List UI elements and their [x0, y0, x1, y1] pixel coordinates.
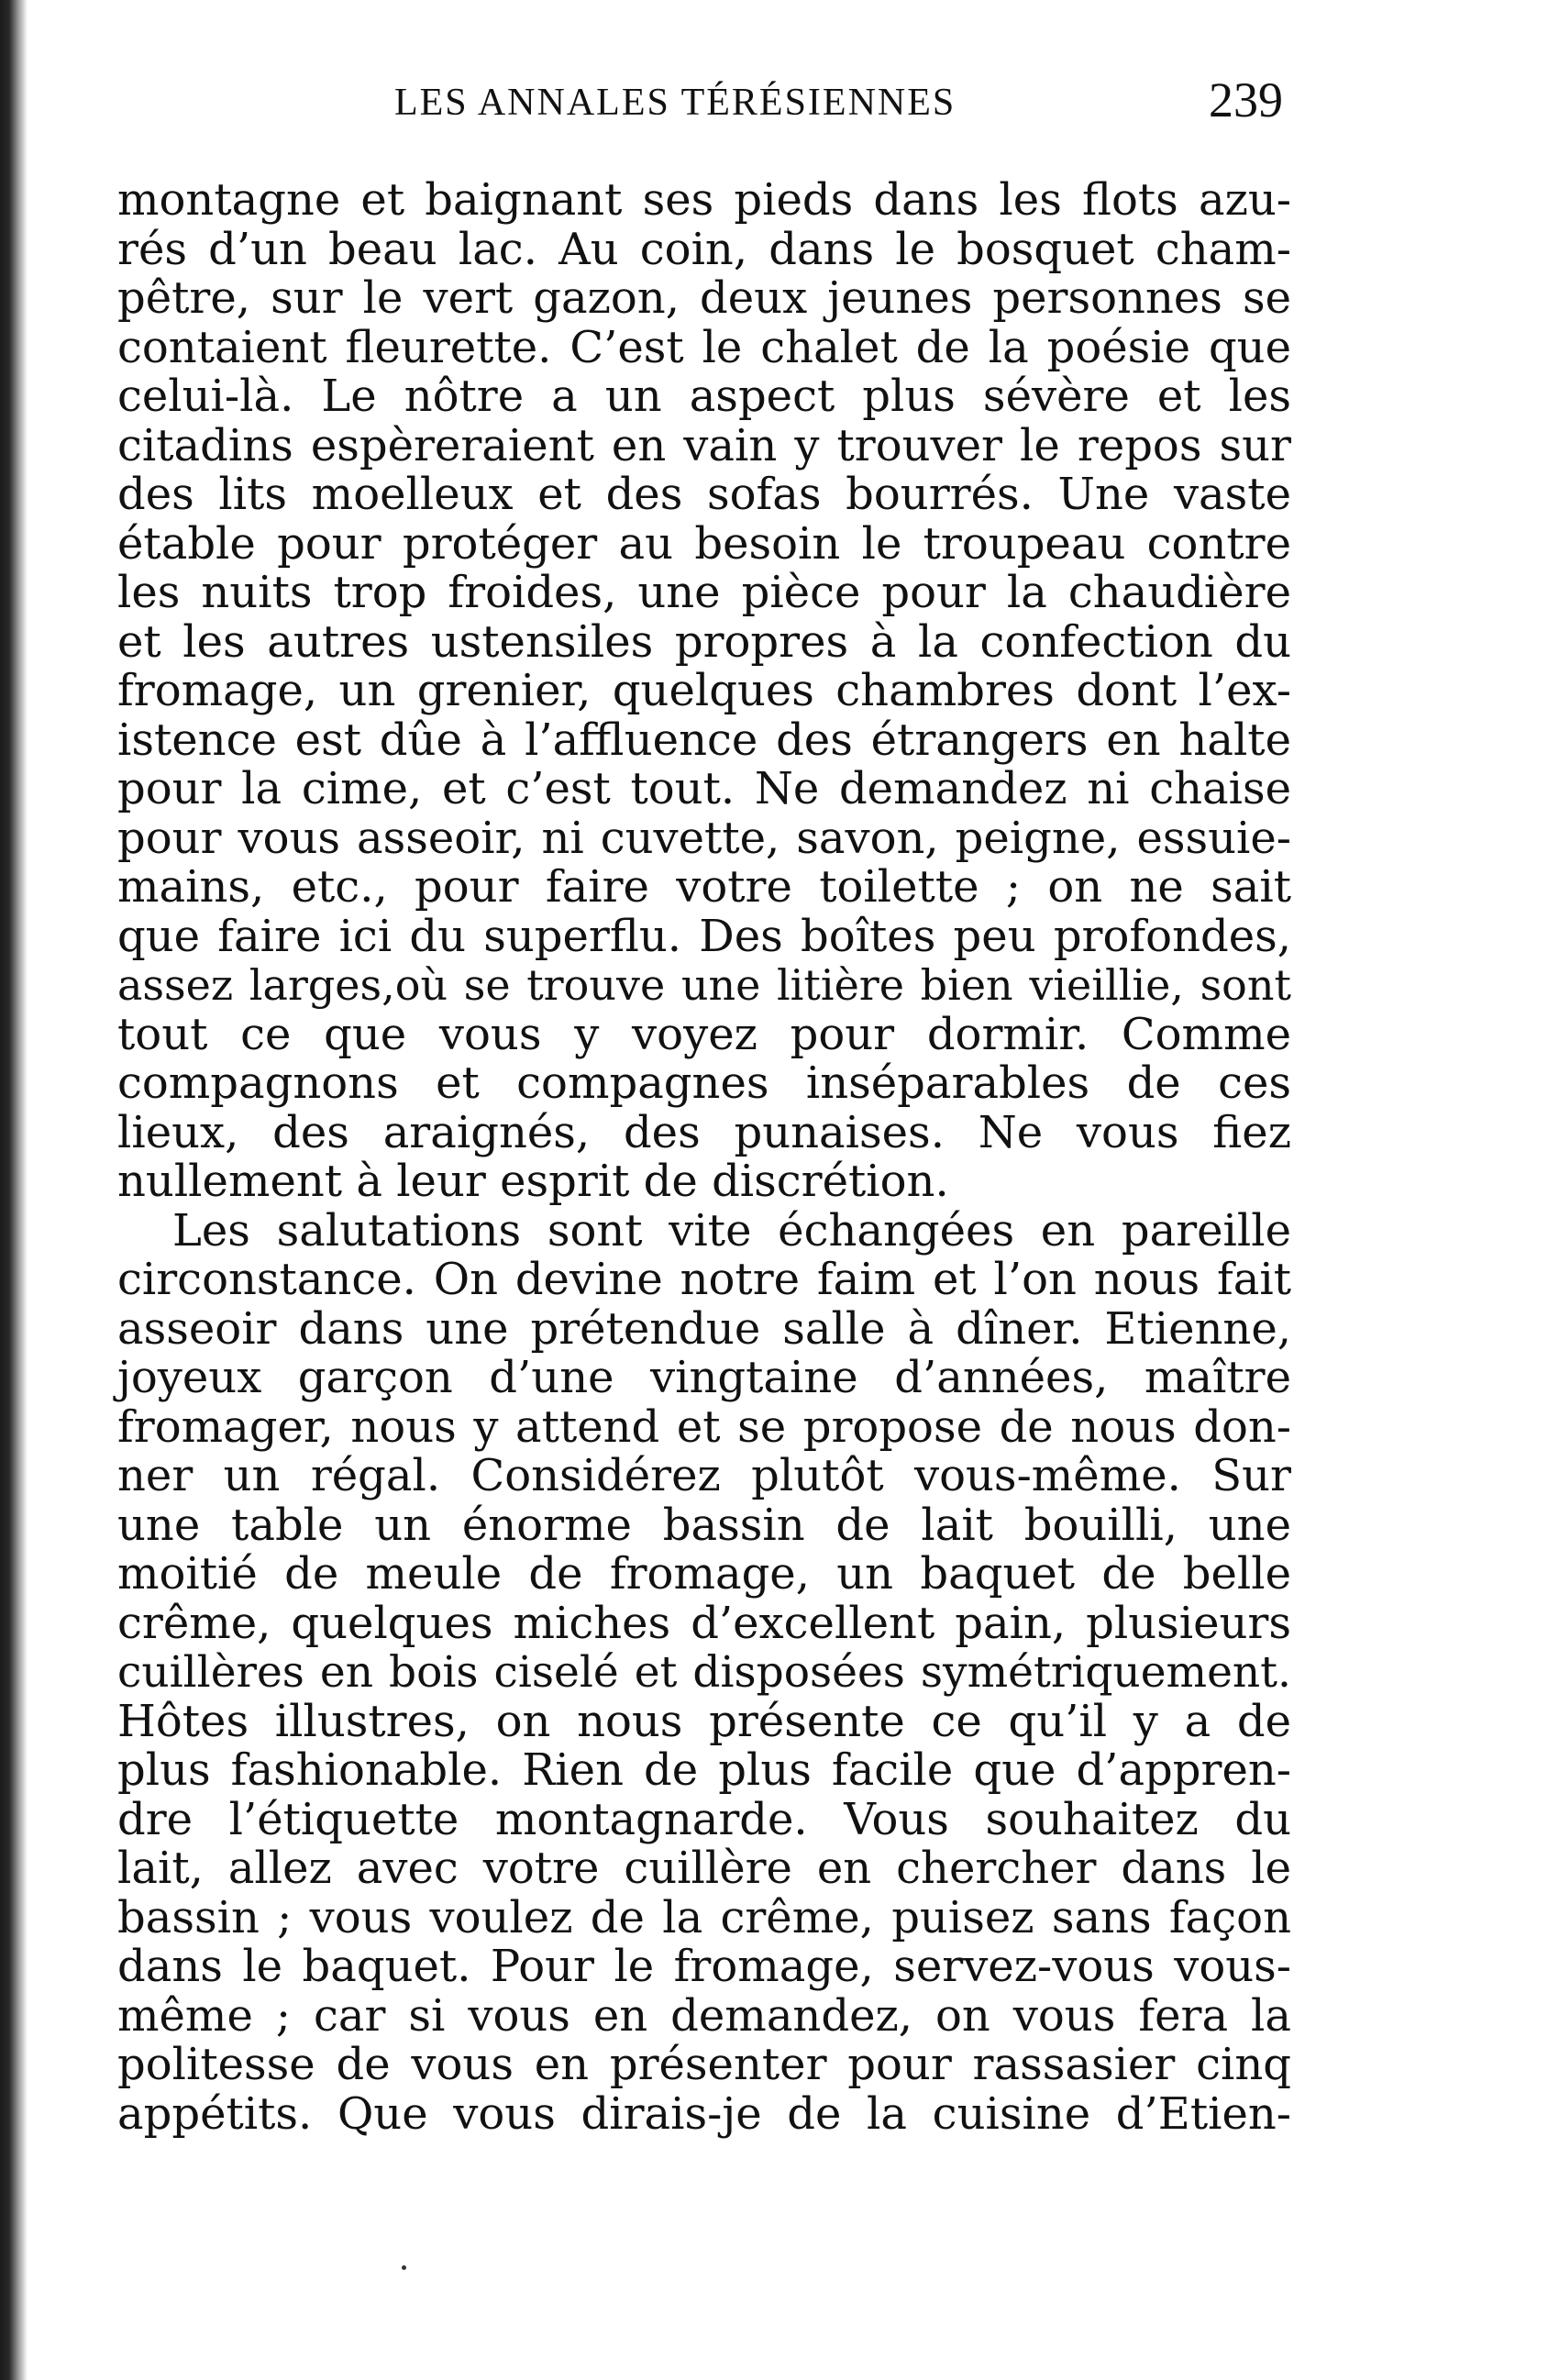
text-line: bassin ; vous voulez de la crême, puisez sans façon [117, 1891, 1291, 1943]
text-line: pour vous asseoir, ni cuvette, savon, peigne, essuie- [117, 812, 1291, 864]
text-line: plus fashionable. Rien de plus facile que d’appren- [117, 1744, 1291, 1796]
text-line: tout ce que vous y voyez pour dormir. Comme [117, 1008, 1291, 1060]
text-line: moitié de meule de fromage, un baquet de belle [117, 1548, 1291, 1600]
text-line: cuillères en bois ciselé et disposées symétriquement. [117, 1647, 1291, 1698]
text-line: rés d’un beau lac. Au coin, dans le bosquet cham- [117, 223, 1291, 275]
text-line: joyeux garçon d’une vingtaine d’années, maître [117, 1352, 1291, 1403]
text-line: lait, allez avec votre cuillère en chercher dans le [117, 1843, 1291, 1894]
text-line: ner un régal. Considérez plutôt vous-même. Sur [117, 1450, 1291, 1501]
running-head: LES ANNALES TÉRÉSIENNES [394, 82, 956, 124]
text-line: appétits. Que vous dirais-je de la cuisine d’Etien- [117, 2087, 1291, 2140]
text-line: asseoir dans une prétendue salle à dîner. Etienne, [117, 1302, 1291, 1355]
text-line: pêtre, sur le vert gazon, deux jeunes personnes se [117, 272, 1291, 324]
body-text [117, 176, 1291, 2139]
text-line: compagnons et compagnes inséparables de ces [117, 1057, 1291, 1109]
text-line: une table un énorme bassin de lait bouilli, une [117, 1499, 1291, 1551]
text-line: des lits moelleux et des sofas bourrés. Une vaste [117, 469, 1291, 520]
text-line: Hôtes illustres, on nous présente ce qu’il y a de [117, 1695, 1291, 1747]
text-line: circonstance. On devine notre faim et l’on nous fait [117, 1254, 1291, 1305]
text-line: montagne et baignant ses pieds dans les flots azu- [117, 174, 1291, 226]
text-line: celui-là. Le nôtre a un aspect plus sévère et les [117, 371, 1291, 422]
text-line: que faire ici du superflu. Des boîtes peu profondes, [117, 910, 1291, 962]
text-line: les nuits trop froides, une pièce pour la chaudière [117, 567, 1291, 618]
text-line: istence est dûe à l’affluence des étrangers en halte [117, 714, 1291, 766]
text-line: dans le baquet. Pour le fromage, servez-vous vous- [117, 1941, 1291, 1992]
paragraph-end-line: nullement à leur esprit de discrétion. [117, 1156, 949, 1207]
text-line: étable pour protéger au besoin le troupeau contre [117, 517, 1291, 570]
text-line: crême, quelques miches d’excellent pain, plusieurs [117, 1597, 1291, 1649]
text-line: contaient fleurette. C’est le chalet de la poésie que [117, 321, 1291, 373]
binding-edge [0, 0, 28, 2380]
text-line: fromager, nous y attend et se propose de nous don- [117, 1400, 1291, 1453]
text-line: assez larges,où se trouve une litière bien vieillie, sont [117, 960, 1291, 1010]
paragraph-start-line: Les salutations sont vite échangées en pareille [172, 1204, 1291, 1256]
text-line: fromage, un grenier, quelques chambres dont l’ex- [117, 665, 1291, 716]
text-line: mains, etc., pour faire votre toilette ; on ne sait [117, 861, 1291, 913]
text-line: citadins espèreraient en vain y trouver le repos sur [117, 419, 1291, 471]
page-number: 239 [1209, 72, 1283, 127]
text-line: et les autres ustensiles propres à la confection du [117, 615, 1291, 668]
text-line: même ; car si vous en demandez, on vous fera la [117, 1989, 1291, 2042]
text-line: pour la cime, et c’est tout. Ne demandez ni chaise [117, 763, 1291, 814]
text-line: dre l’étiquette montagnarde. Vous souhaitez du [117, 1793, 1291, 1845]
print-speck [402, 2265, 406, 2270]
text-line: politesse de vous en présenter pour rassasier cinq [117, 2039, 1291, 2090]
text-line: lieux, des araignés, des punaises. Ne vous fiez [117, 1106, 1291, 1158]
